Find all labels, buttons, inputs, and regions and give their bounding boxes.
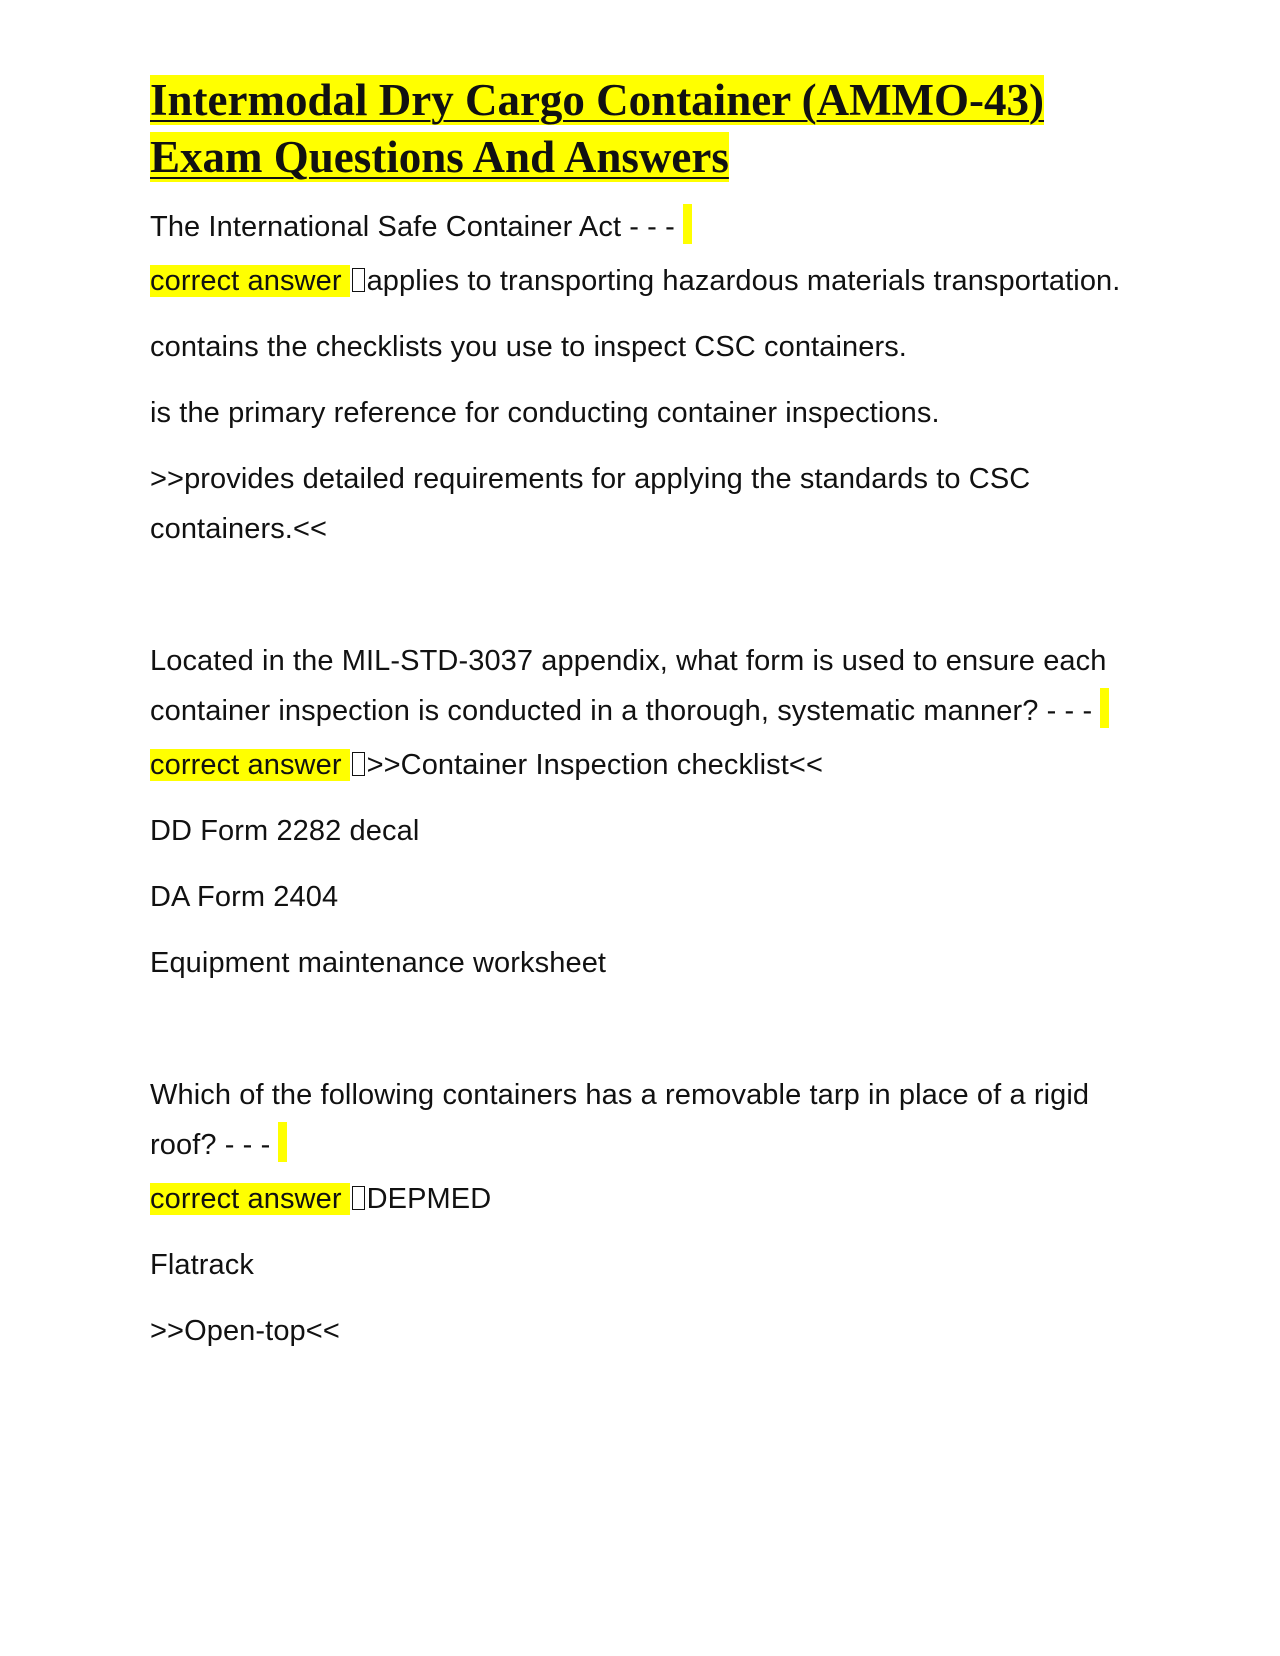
highlight-marker <box>683 204 692 244</box>
answer-line <box>150 256 1140 306</box>
missing-glyph-icon <box>352 752 365 776</box>
question-text: Located in the MIL-STD-3037 appendix, what form is used to ensure each container inspection is conducted in a thorough, systematic manner? - - - <box>150 636 1140 736</box>
question-block-1 <box>150 202 1140 554</box>
option-text: is the primary reference for conducting container inspections. <box>150 397 940 429</box>
answer-text: >>Container Inspection checklist<< <box>366 749 823 781</box>
option-text: Equipment maintenance worksheet <box>150 947 607 979</box>
answer-line <box>150 1174 1140 1224</box>
option-text: DD Form 2282 decal <box>150 815 420 847</box>
spacer <box>150 570 1140 636</box>
answer-text: applies to transporting hazardous materials transportation. <box>366 265 1121 297</box>
answer-label: correct answer <box>150 1183 350 1215</box>
answer-label: correct answer <box>150 749 350 781</box>
highlight-marker <box>1100 688 1109 728</box>
option-text: Flatrack <box>150 1249 254 1281</box>
answer-label: correct answer <box>150 265 350 297</box>
spacer <box>150 1004 1140 1070</box>
option-text: contains the checklists you use to inspect CSC containers. <box>150 331 907 363</box>
answer-line <box>150 740 1140 790</box>
document-page <box>150 72 1140 1372</box>
option-text: >>provides detailed requirements for applying the standards to CSC containers.<< <box>150 463 1031 545</box>
missing-glyph-icon <box>352 1186 365 1210</box>
missing-glyph-icon <box>352 268 365 292</box>
question-text: The International Safe Container Act - - - <box>150 202 1140 252</box>
option-text: >>Open-top<< <box>150 1315 340 1347</box>
answer-text: DEPMED <box>366 1183 492 1215</box>
document-title <box>150 72 1140 186</box>
option-text: DA Form 2404 <box>150 881 339 913</box>
question-block-2 <box>150 636 1140 988</box>
highlight-marker <box>278 1122 287 1162</box>
question-text: Which of the following containers has a removable tarp in place of a rigid roof? - - - <box>150 1079 1090 1161</box>
document-title-text: Intermodal Dry Cargo Container (AMMO-43) Exam Questions And Answers <box>150 75 1045 182</box>
question-block-3 <box>150 1070 1140 1356</box>
